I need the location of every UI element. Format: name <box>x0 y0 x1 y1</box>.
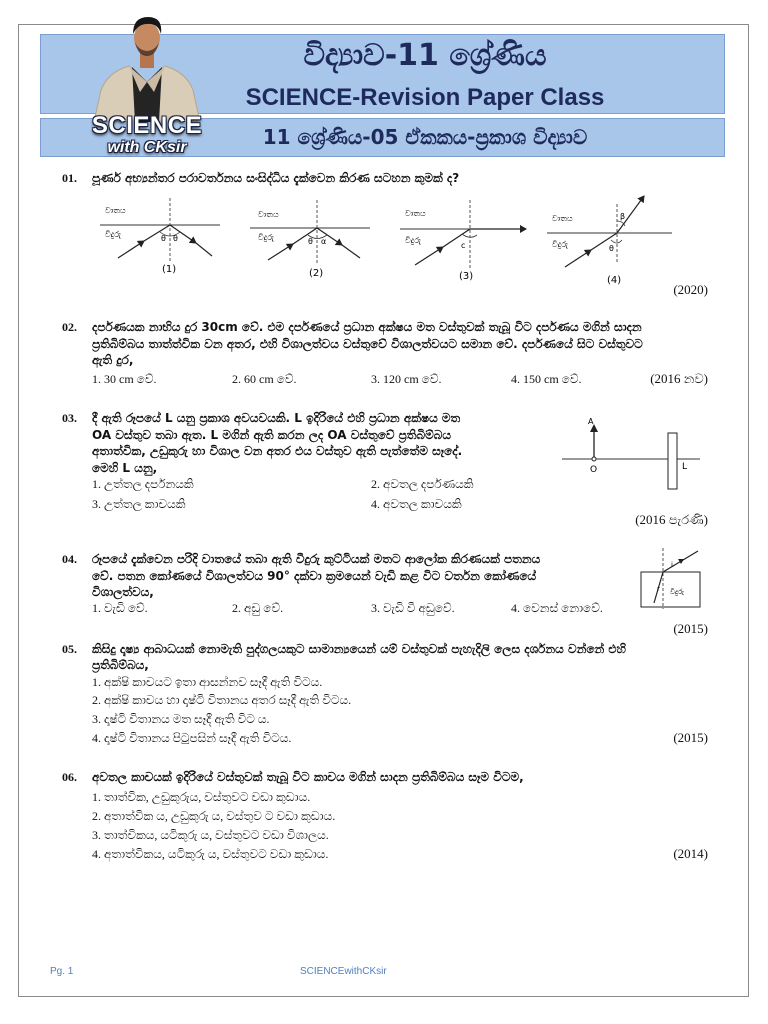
question-number: 06. <box>62 770 77 784</box>
answer-option: 4. අතාත්විකය, යටිකුරු ය, වස්තුවට වඩා කුඩාය. <box>92 847 329 861</box>
answer-option: 4. දෘෂ්ටි විතානය පිටුපසින් සෑදී ඇති විටය. <box>92 731 292 745</box>
answer-option: 2. 60 cm වේ. <box>232 372 297 386</box>
optical-element-L <box>668 433 677 489</box>
question-stem: පූර්ණ අභ්‍යන්තර පරාවර්තනය සංසිද්ධිය දැක්වෙන කිරණ සටහන කුමක් ද? <box>92 171 460 185</box>
angle-label: θ <box>173 234 178 243</box>
medium-glass-label: වීදුරු <box>405 236 421 245</box>
medium-air-label: වාතය <box>552 214 573 223</box>
ray-diagram-4 <box>547 196 672 286</box>
question-stem: අතාත්වික, උඩුකුරු හා විශාල වන අතර එය වස්තුව ඇති පැත්තේම සෑදේ. <box>92 444 463 458</box>
answer-option: 3. තාත්විකය, යටිකුරු ය, වස්තුවට වඩා විශාලය. <box>92 828 329 842</box>
medium-air-label: වාතය <box>258 210 279 219</box>
incident-ray <box>415 247 443 265</box>
answer-option: 3. දෘෂ්ටි විතානය මත සෑදී ඇති විට ය. <box>92 712 270 726</box>
exam-year: (2016 පැරණි) <box>635 512 708 527</box>
question-stem: දී ඇති රූපයේ L යනු ප්‍රකාශ අවයවයකි. L ඉදිරියේ එහි ප්‍රධාන අක්ෂය මත <box>92 411 461 425</box>
answer-option: 1. 30 cm වේ. <box>92 372 157 386</box>
incident-ray-end <box>443 229 470 247</box>
ray-diagram-3 <box>400 200 526 282</box>
question-stem: ප්‍රතිබිම්බය, <box>92 658 149 672</box>
refraction-angle-label: r <box>657 585 660 593</box>
incidence-angle-label: i <box>671 561 673 569</box>
answer-option: 2. අක්ෂි කාචය හා දෘෂ්ටි විතානය අතර සෑදී ඇති විටය. <box>92 693 352 707</box>
footer-brand: SCIENCEwithCKsir <box>300 966 387 977</box>
incident-ray-end <box>293 228 317 244</box>
angle-label: β <box>620 212 626 221</box>
choice-label: (3) <box>459 271 474 282</box>
glass-block-diagram <box>626 545 704 611</box>
question-number: 04. <box>62 552 77 566</box>
question-stem: දර්පණයක නාභිය දුර 30cm වේ. එම දර්පණයේ ප්‍රධාන අක්ෂය මත වස්තුවක් තැබූ විට දර්පණය මගින් සාදන <box>92 320 642 334</box>
reflected-ray-end <box>196 243 212 256</box>
incident-ray <box>118 241 144 258</box>
exam-year: (2015) <box>673 621 708 636</box>
answer-option: 1. උත්තල දර්පනයකි <box>92 477 194 491</box>
answer-option: 2. අවතල දර්පණයකි <box>371 477 474 491</box>
answer-option: 1. වැඩි වේ. <box>92 601 148 615</box>
medium-glass-label: වීදුරු <box>552 240 568 249</box>
exam-year: (2016 නව) <box>650 371 708 386</box>
glass-label: වීදුරු <box>670 588 684 596</box>
answer-option: 3. උත්තල කාචයකි <box>92 497 186 511</box>
optical-element-diagram <box>558 416 706 496</box>
ray-diagram-1 <box>100 198 220 275</box>
object-base-point <box>592 457 596 461</box>
presenter-photo <box>88 10 206 122</box>
question-stem: රූපයේ දැක්වෙන පරිදි වාතයේ තබා ඇති වීදුරු කුට්ටියක් මතට ආලෝක කිරණයක් පතනය <box>92 552 541 566</box>
medium-glass-label: වීදුරු <box>105 230 121 239</box>
page-subtitle: SCIENCE-Revision Paper Class <box>245 84 605 111</box>
incident-ray-end <box>144 225 170 241</box>
object-top-label: A <box>588 417 594 426</box>
incident-arrowhead <box>678 559 684 564</box>
question-stem: වේ. පතන කෝණයේ විශාලත්වය 90° දක්වා ක්‍රමයෙන් වැඩි කළ විට වර්තන කෝණයේ <box>92 569 537 583</box>
answer-option: 4. 150 cm වේ. <box>511 372 582 386</box>
medium-glass-label: වීදුරු <box>258 233 274 242</box>
medium-air-label: වාතය <box>405 209 426 218</box>
answer-option: 1. අක්ෂි කාචයට ඉතා ආසන්නව සෑදී ඇති විටය. <box>92 675 323 689</box>
logo-science: SCIENCE <box>91 112 203 139</box>
question-stem: අවතල කාචයක් ඉදිරියේ වස්තුවක් තැබූ විට කාචය මගින් සාදන ප්‍රතිබිම්බය සෑම විටම, <box>92 770 524 784</box>
choice-label: (1) <box>162 264 177 275</box>
angle-label: θ <box>308 237 313 246</box>
answer-option: 2. අතාත්වික ය, උඩුකුරු ය, වස්තුව ට වඩා කුඩාය. <box>92 809 336 823</box>
answer-option: 3. 120 cm වේ. <box>371 372 442 386</box>
question-number: 01. <box>62 171 77 185</box>
question-number: 03. <box>62 411 77 425</box>
question-stem: කිසිදු දෘෂ්‍ය ආබාධයක් නොමැති පුද්ගලයකුට සාමාන්‍යයෙන් යම් වස්තුවක් පැහැදිලි ලෙස දර්ශනය වන්නේ එහි <box>92 642 627 656</box>
question-stem: විශාලත්වය, <box>92 585 154 599</box>
angle-label: θ <box>609 244 614 253</box>
medium-air-label: වාතය <box>105 206 126 215</box>
angle-arc <box>617 221 625 226</box>
question-number: 02. <box>62 320 77 334</box>
incident-ray <box>565 250 591 267</box>
exam-year: (2015) <box>673 730 708 745</box>
angle-label: θ <box>161 234 166 243</box>
answer-option: 4. වෙනස් නොවේ. <box>511 601 603 615</box>
unit-title: 11 ශ්‍රේණිය-05 ඒකකය-ප්‍රකාශ විද්‍යාව <box>262 125 588 149</box>
element-label: L <box>682 462 688 472</box>
page-title: විද්‍යාව-11 ශ්‍රේණිය <box>303 38 547 73</box>
answer-option: 4. අවතල කාචයකි <box>371 497 462 511</box>
ray-diagrams <box>92 190 692 290</box>
choice-label: (2) <box>309 268 324 279</box>
choice-label: (4) <box>607 275 622 286</box>
ray-diagram-2 <box>250 200 370 279</box>
exam-year: (2014) <box>673 846 708 861</box>
page-number: Pg. 1 <box>50 966 74 977</box>
answer-option: 3. වැඩි වී අඩුවේ. <box>371 601 455 615</box>
incident-ray <box>268 244 293 260</box>
exam-year: (2020) <box>673 282 708 297</box>
question-stem: ප්‍රතිබිම්බය තාත්ත්වික වන අතර, එහි විශාලත්වය වස්තුවේ විශාලත්වයට සමාන වේ. දර්පණයේ සිට වස්තුවට <box>92 337 643 351</box>
angle-label: α <box>321 237 327 246</box>
question-number: 05. <box>62 642 77 656</box>
question-stem: මෙහි L යනු, <box>92 461 158 475</box>
answer-option: 2. අඩු වේ. <box>232 601 284 615</box>
object-base-label: O <box>590 465 598 475</box>
question-stem: OA වස්තුව තබා ඇත. L මගින් ඇති කරන ලද OA වස්තුවේ ප්‍රතිබිම්බය <box>92 428 451 442</box>
answer-option: 1. තාත්වික, උඩුකුරුය, වස්තුවට වඩා කුඩාය. <box>92 790 311 804</box>
critical-angle-label: c <box>461 241 466 250</box>
question-stem: ඇති දුර, <box>92 353 134 367</box>
reflected-ray-end <box>342 245 360 258</box>
logo-with-cksir: with CKsir <box>107 139 187 156</box>
